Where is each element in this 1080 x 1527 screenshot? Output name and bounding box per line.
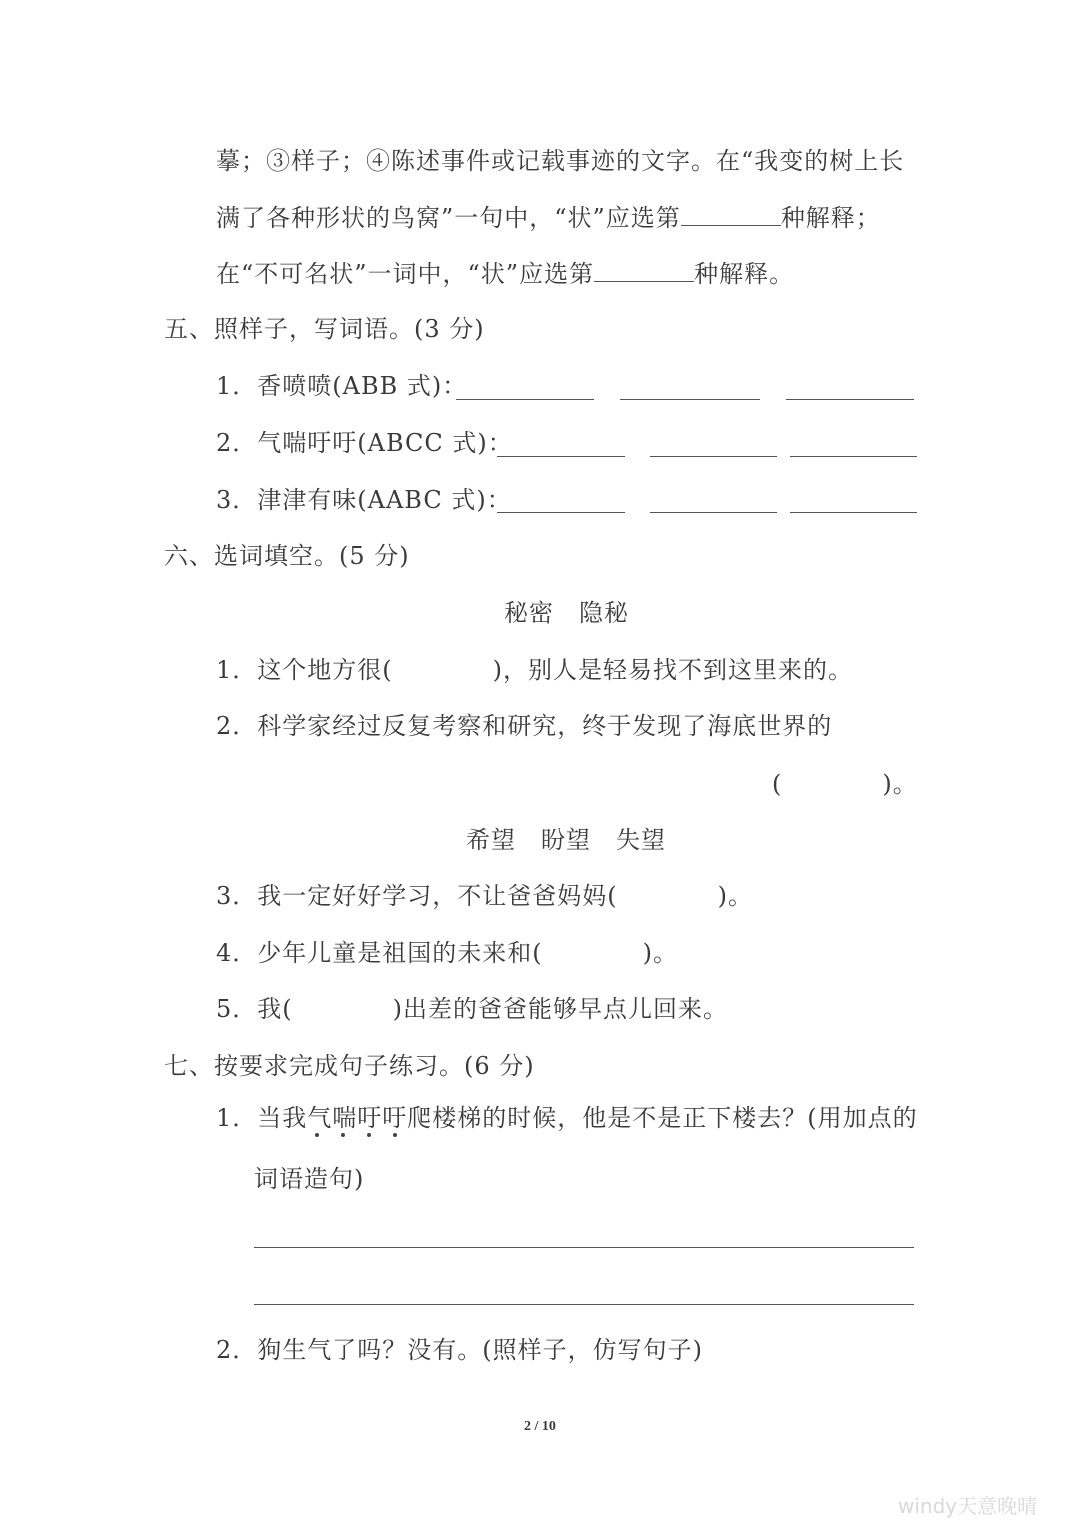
answer-line[interactable] [620, 399, 760, 400]
q5-text-start: 5．我( [216, 995, 293, 1023]
answer-line[interactable] [786, 399, 914, 400]
dotted-words-text: 气喘吁吁 [307, 1104, 408, 1132]
emphasis-dot [341, 1133, 345, 1137]
q3-text-end: )。 [717, 882, 754, 910]
q1-rest: 爬楼梯的时候，他是不是正下楼去？(用加点的 [407, 1104, 918, 1132]
answer-blank[interactable] [681, 201, 781, 226]
section7-title: 七、按要求完成句子练习。(6 分) [164, 1052, 535, 1080]
q1-start: 1．当我 [216, 1104, 308, 1132]
emphasis-dot [393, 1133, 397, 1137]
section6-title: 六、选词填空。(5 分) [164, 542, 410, 570]
answer-line[interactable] [790, 456, 917, 457]
section6-q2: 2．科学家经过反复考察和研究，终于发现了海底世界的 [216, 712, 833, 740]
section6-q3 [216, 881, 753, 911]
answer-line[interactable] [650, 456, 777, 457]
section5-item3: 3．津津有味(AABC 式)： [216, 486, 512, 514]
section4-line3 [216, 257, 794, 289]
q2-paren-close: )。 [882, 770, 918, 798]
section4-line3-text: 在“不可名状”一词中，“状”应选第 [216, 260, 595, 288]
q2-paren-open: ( [772, 770, 783, 798]
section4-line2-tail: 种解释； [780, 204, 881, 232]
section5-item1: 1．香喷喷(ABB 式)： [216, 372, 468, 400]
q3-text-start: 3．我一定好好学习，不让爸爸妈妈( [216, 882, 618, 910]
answer-line[interactable] [497, 456, 625, 457]
section6-q2-answer [772, 769, 918, 799]
q4-text-end: )。 [642, 939, 679, 967]
answer-blank[interactable] [594, 257, 694, 282]
section4-line2-text: 满了各种形状的鸟窝”一句中，“状”应选第 [216, 204, 681, 232]
q1-text-end: )，别人是轻易找不到这里来的。 [492, 656, 854, 684]
page-number: 2 / 10 [524, 1419, 556, 1434]
section6-q4 [216, 938, 678, 968]
section6-q5 [216, 994, 728, 1024]
emphasis-dot [367, 1133, 371, 1137]
q1-text-start: 1．这个地方很( [216, 656, 393, 684]
q5-text-end: )出差的爸爸能够早点儿回来。 [392, 995, 729, 1023]
dotted-words [307, 1103, 407, 1133]
emphasis-dot [315, 1133, 319, 1137]
section5-item2: 2．气喘吁吁(ABCC 式)： [216, 429, 513, 457]
answer-line[interactable] [497, 512, 625, 513]
q4-text-start: 4．少年儿童是祖国的未来和( [216, 939, 543, 967]
writing-line[interactable] [254, 1247, 914, 1248]
section5-title: 五、照样子，写词语。(3 分) [164, 315, 485, 343]
writing-line[interactable] [254, 1304, 914, 1305]
section4-line1: 摹；③样子；④陈述事件或记载事迹的文字。在“我变的树上长 [216, 147, 905, 175]
section4-line2 [216, 201, 881, 233]
section6-q1 [216, 655, 853, 685]
section4-line3-tail: 种解释。 [694, 260, 795, 288]
word-bank-2: 希望 盼望 失望 [466, 826, 666, 854]
answer-line[interactable] [456, 399, 594, 400]
word-bank-1: 秘密 隐秘 [504, 599, 629, 627]
watermark: windy天意晚晴 [898, 1494, 1038, 1518]
answer-line[interactable] [650, 512, 777, 513]
section7-q2: 2．狗生气了吗？没有。(照样子，仿写句子) [216, 1336, 703, 1364]
section7-q1-tail: 词语造句) [254, 1165, 365, 1193]
answer-line[interactable] [790, 512, 917, 513]
section7-q1 [216, 1103, 918, 1133]
